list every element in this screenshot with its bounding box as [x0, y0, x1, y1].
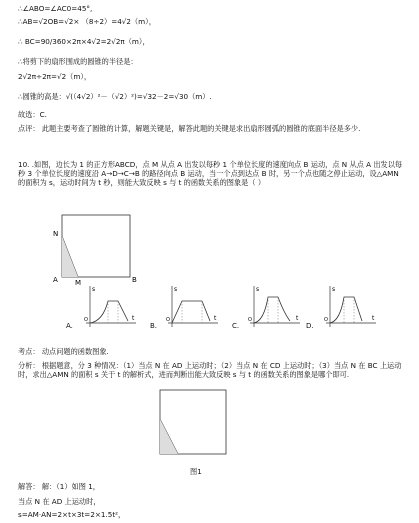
knowledge-point: 考点： 动点问题的函数图象. [18, 347, 109, 356]
question-10-text: 10. .如图，边长为 1 的正方形ABCD，点 M 从点 A 出发以每秒 1 个单位长度的速度向点 B 运动，点 N 从点 A 出发以每秒 3 个单位长度的速度沿 A→D→C→B 的路径向点 B 运动，当一个点到达点 B 时，另一个点也随之停止运动，设△AMN 的面积为 s，运动时间为 t 秒，则能大致反映 s 与 t 的函数关系的图象是（ ） [18, 160, 403, 187]
axis-s: s [92, 286, 96, 293]
figure-1-caption: 图1 [190, 467, 202, 476]
option-c-label: C. [232, 322, 240, 330]
axis-t: t [296, 315, 299, 322]
label-m: M [75, 279, 82, 285]
label-a: A [53, 276, 58, 284]
axis-t: t [132, 315, 135, 322]
solution-line-1: ∴∠ABO=∠AC0=45°, [18, 4, 93, 13]
solution-line-6: ∴圆锥的高是：√(（4√2）²－（√2）²)=√32－2=√30（m）. [18, 92, 212, 101]
option-d-label: D. [306, 322, 314, 330]
axis-t: t [372, 315, 375, 322]
axis-s: s [332, 286, 336, 293]
solution-line-2: ∴AB=√2OB=√2× （8÷2）=4√2（m）， [18, 17, 156, 26]
option-a-graph [78, 283, 138, 328]
label-b: B [132, 276, 137, 284]
solution-formula: s=AM·AN=2×t×3t=2×1.5t²， [18, 510, 126, 519]
axis-origin: O [166, 317, 170, 323]
comment-paragraph: 点评： 此题主要考查了圆锥的计算，解题关键是，解答此题的关键是求出扇形圆弧的圆锥的底面半径是多少. [18, 124, 361, 133]
solution-line-5: 2√2π÷2π=√2（m）， [18, 72, 92, 81]
option-a-label: A. [66, 322, 73, 330]
option-d-graph [318, 283, 378, 328]
axis-s: s [174, 286, 178, 293]
label-n: N [53, 230, 59, 238]
axis-origin: O [84, 317, 88, 323]
square-figure [50, 210, 140, 285]
axis-origin: O [248, 317, 252, 323]
option-c-graph [242, 283, 302, 328]
figure-1 [140, 385, 240, 470]
axis-t: t [214, 315, 217, 322]
analysis-paragraph: 分析： 根据题意，分 3 种情况：（1）当点 N 在 AD 上运动时；（2）当点 N 在 CD 上运动时；（3）当点 N 在 BC 上运动时，求出△AMN 的面积 s 关于 t 的解析式，进而判断出能大致反映 s 与 t 的函数关系的图象是哪个即可. [18, 361, 402, 379]
solution-header: 解答： 解：（1）如图 1， [18, 482, 100, 491]
solution-line-4: ∴将剪下的扇形围成的圆锥的半径是： [18, 57, 138, 66]
solution-line-3: ∴ BC=90/360×2π×4√2=2√2π（m）， [18, 37, 150, 46]
solution-case-1: 当点 N 在 AD 上运动时， [18, 497, 101, 506]
axis-s: s [256, 286, 260, 293]
answer-line: 故选：C. [18, 110, 47, 119]
option-b-graph [160, 283, 220, 328]
axis-origin: O [324, 317, 328, 323]
option-b-label: B. [150, 322, 158, 330]
